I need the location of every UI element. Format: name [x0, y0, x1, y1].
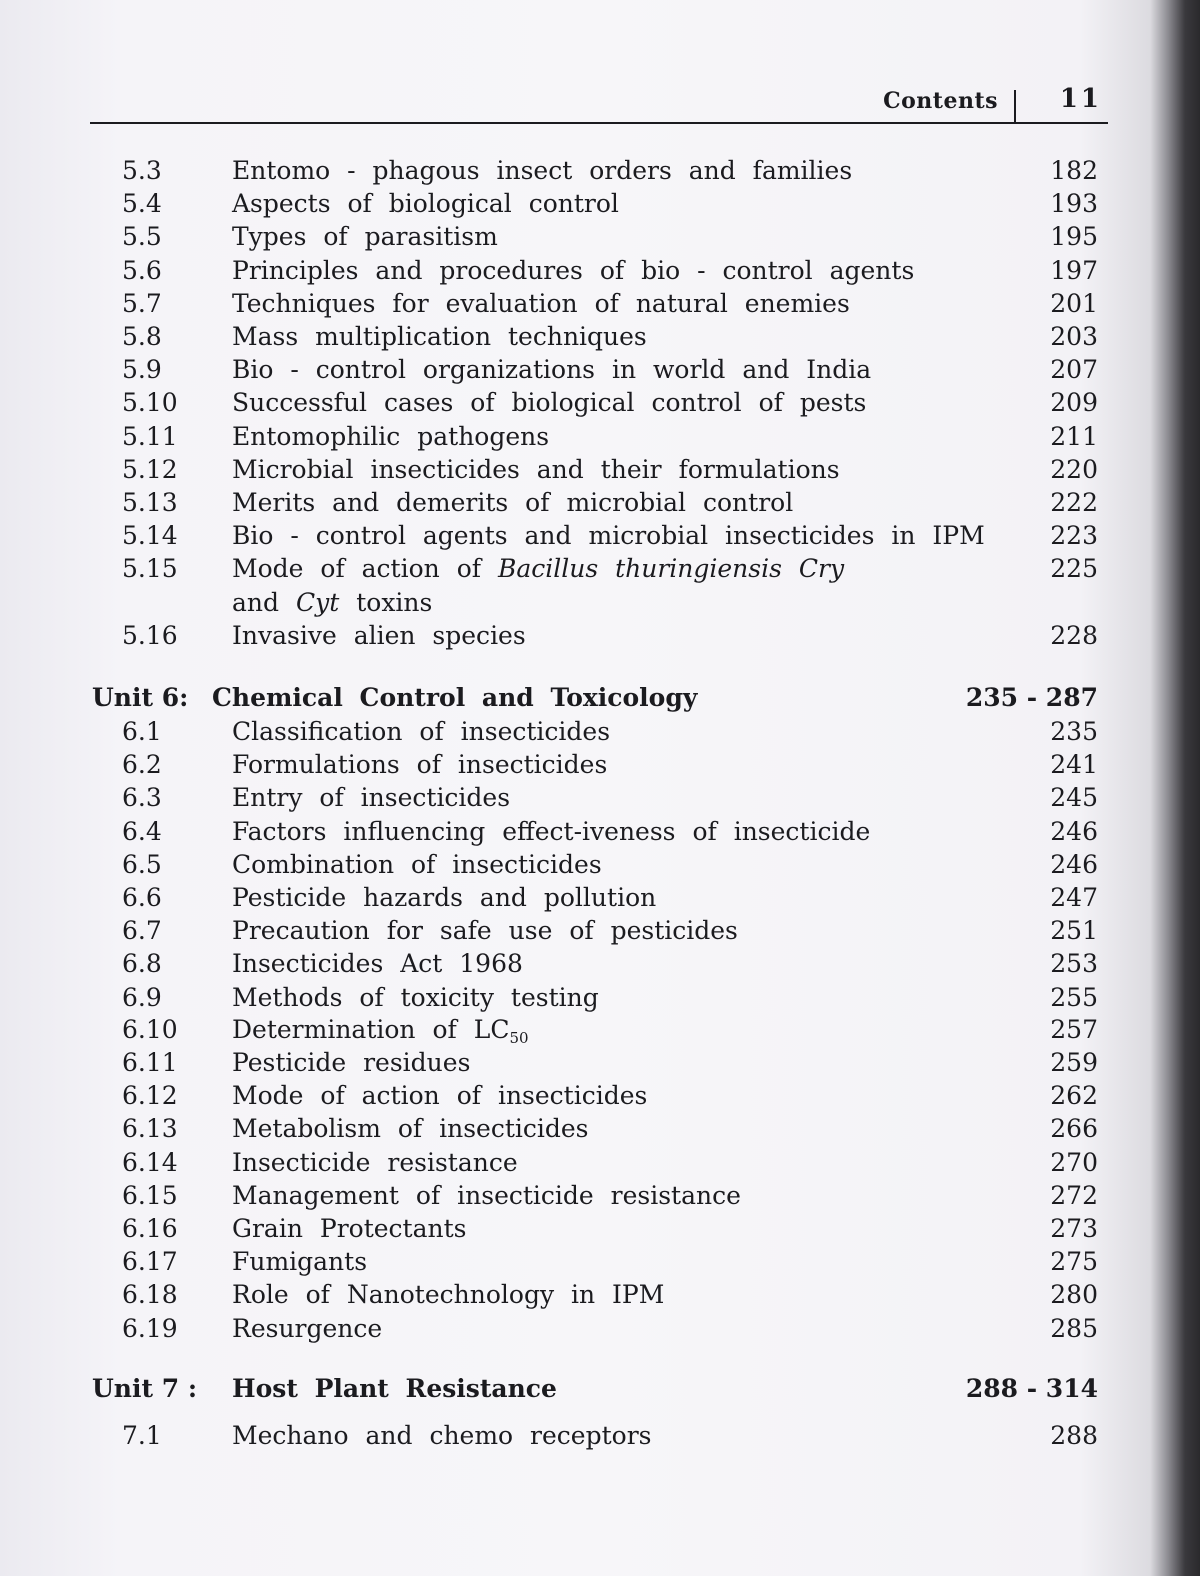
entry-title: Bio - control agents and microbial insecticides in IPM [232, 521, 985, 551]
entry-number: 6.1 [122, 717, 162, 746]
entry-page: 235 [1050, 717, 1098, 746]
entry-title: Management of insecticide resistance [232, 1180, 741, 1210]
entry-title: Determination of $LC_{50}$ [232, 1015, 529, 1047]
entry-title: Entry of insecticides [232, 783, 511, 813]
entry-number: 5.10 [122, 388, 178, 418]
entry-page: 246 [1050, 849, 1098, 879]
entry-title: Classification of insecticides [232, 717, 611, 746]
entry-number: 5.11 [122, 421, 178, 451]
entry-page: 245 [1050, 783, 1098, 813]
entry-title: Entomophilic pathogens [232, 421, 550, 451]
toc-entry [0, 914, 1110, 948]
entry-title: Techniques for evaluation of natural enemies [232, 288, 850, 318]
unit-label: Unit 6: [92, 683, 189, 712]
entry-number: 5.6 [122, 255, 162, 285]
toc-entry [0, 220, 1110, 254]
toc-entry [0, 453, 1110, 487]
entry-page: 201 [1050, 288, 1098, 318]
toc-entry [0, 1079, 1110, 1113]
entry-title: Aspects of biological control [232, 189, 619, 219]
toc-entry-7-1 [0, 1419, 1110, 1453]
toc-entry [0, 981, 1110, 1015]
entry-page: 253 [1050, 949, 1098, 979]
toc-entry [0, 947, 1110, 981]
entry-number: 5.3 [122, 156, 162, 185]
entry-title: Fumigants [232, 1247, 368, 1277]
entry-title: Pesticide hazards and pollution [232, 883, 657, 912]
entry-title: Insecticide resistance [232, 1147, 518, 1177]
entry-number: 5.15 [122, 554, 178, 583]
unit-page-range: 288 - 314 [965, 1374, 1098, 1403]
toc-entry-6-10 [0, 1013, 1110, 1047]
entry-title: Microbial insecticides and their formulations [232, 454, 840, 484]
entry-number: 6.15 [122, 1180, 178, 1210]
entry-title: Successful cases of biological control of pests [232, 388, 867, 418]
entry-number: 6.10 [122, 1015, 178, 1044]
entry-page: 262 [1050, 1081, 1098, 1111]
entry-title: Resurgence [232, 1313, 383, 1343]
unit-title: Chemical Control and Toxicology [212, 683, 698, 712]
entry-title: Insecticides Act 1968 [232, 949, 523, 979]
entry-title: Mode of action of insecticides [232, 1081, 648, 1111]
entry-page: 241 [1050, 750, 1098, 780]
toc-entry [0, 848, 1110, 882]
header-divider [1014, 90, 1017, 124]
entry-number: 5.14 [122, 521, 178, 551]
entry-number: 6.2 [122, 750, 162, 780]
toc-entry [0, 748, 1110, 782]
entry-title: Methods of toxicity testing [232, 982, 599, 1012]
entry-number: 7.1 [122, 1421, 162, 1450]
entry-title: Factors influencing effect-iveness of insecticide [232, 816, 871, 846]
entry-page: 275 [1050, 1247, 1098, 1277]
entry-title: Bio - control organizations in world and India [232, 355, 872, 385]
toc-entry [0, 1179, 1110, 1213]
entry-page: 225 [1050, 554, 1098, 583]
entry-title: Mode of action of Bacillus thuringiensis Cry [232, 554, 845, 583]
entry-page: 273 [1050, 1214, 1098, 1243]
toc-entry-5-16 [0, 619, 1110, 653]
entry-title: Grain Protectants [232, 1214, 467, 1243]
unit-7-heading [0, 1372, 1110, 1406]
page-number: 11 [1059, 84, 1102, 114]
toc-entry [0, 781, 1110, 815]
entry-title-continued: and Cyt toxins [232, 588, 433, 617]
entry-page: 259 [1050, 1048, 1098, 1077]
entry-number: 5.4 [122, 189, 162, 219]
entry-page: 220 [1050, 454, 1098, 484]
toc-entry [0, 1312, 1110, 1346]
entry-title: Types of parasitism [232, 222, 498, 252]
entry-page: 272 [1050, 1180, 1098, 1210]
toc-entry [0, 320, 1110, 354]
entry-page: 255 [1050, 982, 1098, 1012]
entry-title: Formulations of insecticides [232, 750, 608, 780]
toc-entry [0, 287, 1110, 321]
entry-number: 5.16 [122, 621, 178, 650]
unit-title: Host Plant Resistance [232, 1374, 557, 1403]
entry-page: 251 [1050, 916, 1098, 946]
toc-entry [0, 715, 1110, 749]
page-header [90, 84, 1108, 124]
entry-number: 6.17 [122, 1247, 178, 1277]
entry-number: 6.9 [122, 982, 162, 1012]
toc-entry [0, 353, 1110, 387]
toc-entry [0, 486, 1110, 520]
toc-entry [0, 420, 1110, 454]
toc-entry [0, 1112, 1110, 1146]
toc-entry [0, 1245, 1110, 1279]
entry-page: 193 [1050, 189, 1098, 219]
unit-6-heading [0, 681, 1110, 715]
entry-number: 6.3 [122, 783, 162, 813]
toc-entry [0, 187, 1110, 221]
toc-entry [0, 881, 1110, 915]
entry-number: 6.4 [122, 816, 162, 846]
toc-entry [0, 1146, 1110, 1180]
entry-title: Role of Nanotechnology in IPM [232, 1280, 665, 1310]
toc-entry-5-15 [0, 552, 1110, 620]
entry-page: 257 [1050, 1015, 1098, 1044]
entry-page: 270 [1050, 1147, 1098, 1177]
entry-title: Entomo - phagous insect orders and families [232, 156, 853, 185]
entry-title: Combination of insecticides [232, 849, 602, 879]
entry-page: 195 [1050, 222, 1098, 252]
entry-number: 5.13 [122, 488, 178, 517]
entry-page: 247 [1050, 883, 1098, 912]
entry-number: 5.12 [122, 454, 178, 484]
entry-title: Metabolism of insecticides [232, 1114, 589, 1144]
toc-entry [0, 254, 1110, 288]
toc-entry [0, 154, 1110, 188]
entry-page: 182 [1050, 156, 1098, 185]
entry-number: 6.18 [122, 1280, 178, 1310]
entry-page: 223 [1050, 521, 1098, 551]
entry-title: Mass multiplication techniques [232, 322, 647, 351]
entry-title: Mechano and chemo receptors [232, 1421, 652, 1450]
entry-number: 6.13 [122, 1114, 178, 1144]
unit-label: Unit 7 : [92, 1374, 198, 1403]
entry-title: Precaution for safe use of pesticides [232, 916, 738, 946]
entry-number: 5.5 [122, 222, 162, 252]
entry-number: 6.7 [122, 916, 162, 946]
entry-page: 266 [1050, 1114, 1098, 1144]
entry-number: 6.19 [122, 1313, 178, 1343]
entry-page: 222 [1050, 488, 1098, 517]
entry-number: 6.5 [122, 849, 162, 879]
entry-title: Principles and procedures of bio - control agents [232, 255, 915, 285]
entry-page: 211 [1050, 421, 1098, 451]
entry-page: 285 [1050, 1313, 1098, 1343]
toc-entry [0, 1278, 1110, 1312]
entry-number: 5.9 [122, 355, 162, 385]
entry-number: 5.8 [122, 322, 162, 351]
unit-page-range: 235 - 287 [965, 683, 1098, 712]
entry-number: 6.14 [122, 1147, 178, 1177]
entry-number: 5.7 [122, 288, 162, 318]
entry-title: Merits and demerits of microbial control [232, 488, 794, 517]
entry-page: 203 [1050, 322, 1098, 351]
entry-title: Pesticide residues [232, 1048, 471, 1077]
entry-page: 209 [1050, 388, 1098, 418]
entry-page: 228 [1050, 621, 1098, 650]
entry-number: 6.6 [122, 883, 162, 912]
toc-entry [0, 386, 1110, 420]
entry-page: 280 [1050, 1280, 1098, 1310]
entry-page: 288 [1050, 1421, 1098, 1450]
entry-number: 6.8 [122, 949, 162, 979]
toc-entry [0, 519, 1110, 553]
entry-number: 6.12 [122, 1081, 178, 1111]
entry-number: 6.11 [122, 1048, 178, 1077]
entry-page: 207 [1050, 355, 1098, 385]
toc-entry [0, 815, 1110, 849]
running-title: Contents [883, 88, 998, 114]
entry-title: Invasive alien species [232, 621, 526, 650]
entry-page: 197 [1050, 255, 1098, 285]
toc-entry [0, 1046, 1110, 1080]
toc-entry [0, 1212, 1110, 1246]
entry-number: 6.16 [122, 1214, 178, 1243]
entry-page: 246 [1050, 816, 1098, 846]
